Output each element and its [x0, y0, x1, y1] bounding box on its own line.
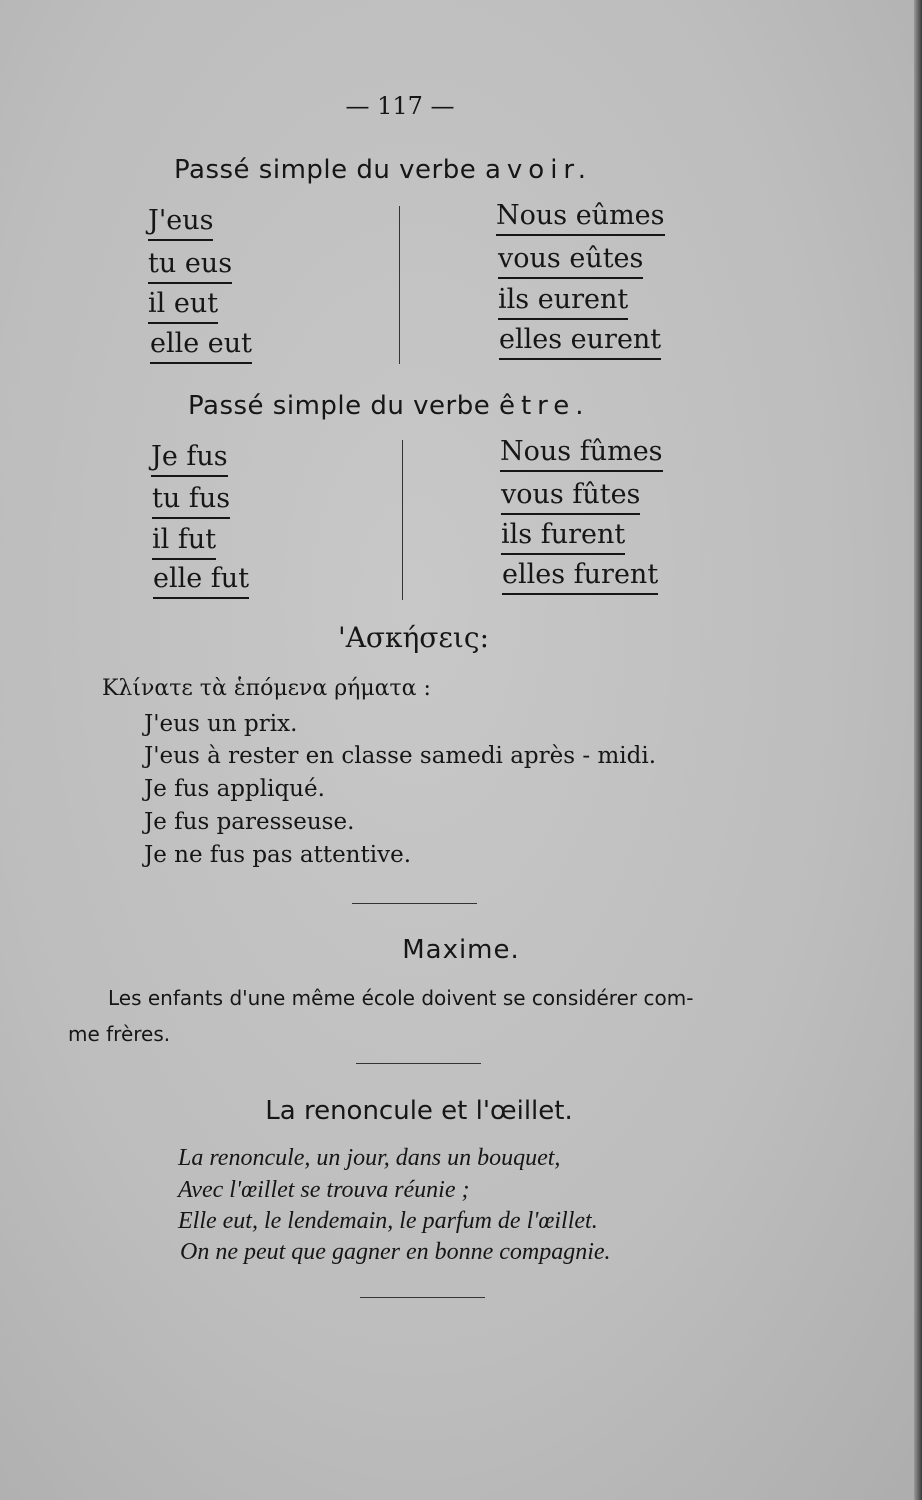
avoir-right-4: elles eurent	[499, 324, 661, 360]
avoir-heading-title: Passé simple du verbe	[174, 155, 477, 185]
maxime-title: Maxime.	[402, 935, 520, 965]
exercise-sentence-2: J'eus à rester en classe samedi après - midi.	[144, 743, 657, 769]
avoir-right-2: vous eûtes	[498, 243, 643, 279]
etre-left-1: Je fus	[151, 441, 228, 477]
maxime-text-line-1: Les enfants d'une même école doivent se considérer com-	[108, 986, 694, 1010]
avoir-heading	[174, 155, 592, 185]
avoir-left-2: tu eus	[148, 248, 232, 284]
exercise-sentence-5: Je ne fus pas attentive.	[144, 842, 412, 868]
exercise-sentence-3: Je fus appliqué.	[144, 776, 325, 802]
avoir-left-4: elle eut	[150, 328, 252, 364]
etre-left-2: tu fus	[152, 483, 230, 519]
poem-line-4: On ne peut que gagner en bonne compagnie.	[180, 1239, 611, 1265]
exercises-instruction: Κλίνατε τὰ ἑπόμενα ρήματα :	[102, 676, 431, 701]
page-number: — 117 —	[345, 92, 455, 120]
section-divider-2	[356, 1063, 481, 1064]
avoir-heading-verb: avoir.	[484, 155, 592, 185]
poem-line-2: Avec l'œillet se trouva réunie ;	[178, 1177, 470, 1203]
avoir-left-3: il eut	[148, 288, 218, 324]
poem-line-3: Elle eut, le lendemain, le parfum de l'œillet.	[178, 1208, 598, 1234]
etre-left-4: elle fut	[153, 563, 249, 599]
exercise-sentence-4: Je fus paresseuse.	[144, 809, 355, 835]
etre-right-2: vous fûtes	[501, 479, 640, 515]
section-divider-3	[360, 1297, 485, 1298]
page-edge-shadow	[914, 0, 922, 1500]
section-divider-1	[352, 903, 477, 904]
exercise-sentence-1: J'eus un prix.	[144, 711, 298, 737]
exercises-title: 'Ασκήσεις:	[338, 621, 490, 654]
etre-left-3: il fut	[152, 524, 216, 560]
poem-title: La renoncule et l'œillet.	[265, 1096, 573, 1126]
poem-line-1: La renoncule, un jour, dans un bouquet,	[178, 1145, 561, 1171]
avoir-left-1: J'eus	[148, 205, 213, 241]
avoir-divider	[399, 206, 400, 364]
etre-right-4: elles furent	[502, 559, 658, 595]
etre-right-3: ils furent	[501, 519, 625, 555]
etre-right-1: Nous fûmes	[500, 436, 663, 472]
maxime-text-line-2: me frères.	[68, 1022, 171, 1046]
etre-heading-title: Passé simple du verbe	[188, 391, 491, 421]
etre-heading	[188, 391, 590, 421]
avoir-right-3: ils eurent	[498, 284, 628, 320]
etre-divider	[402, 440, 403, 600]
etre-heading-verb: être.	[498, 391, 590, 421]
avoir-right-1: Nous eûmes	[496, 200, 665, 236]
